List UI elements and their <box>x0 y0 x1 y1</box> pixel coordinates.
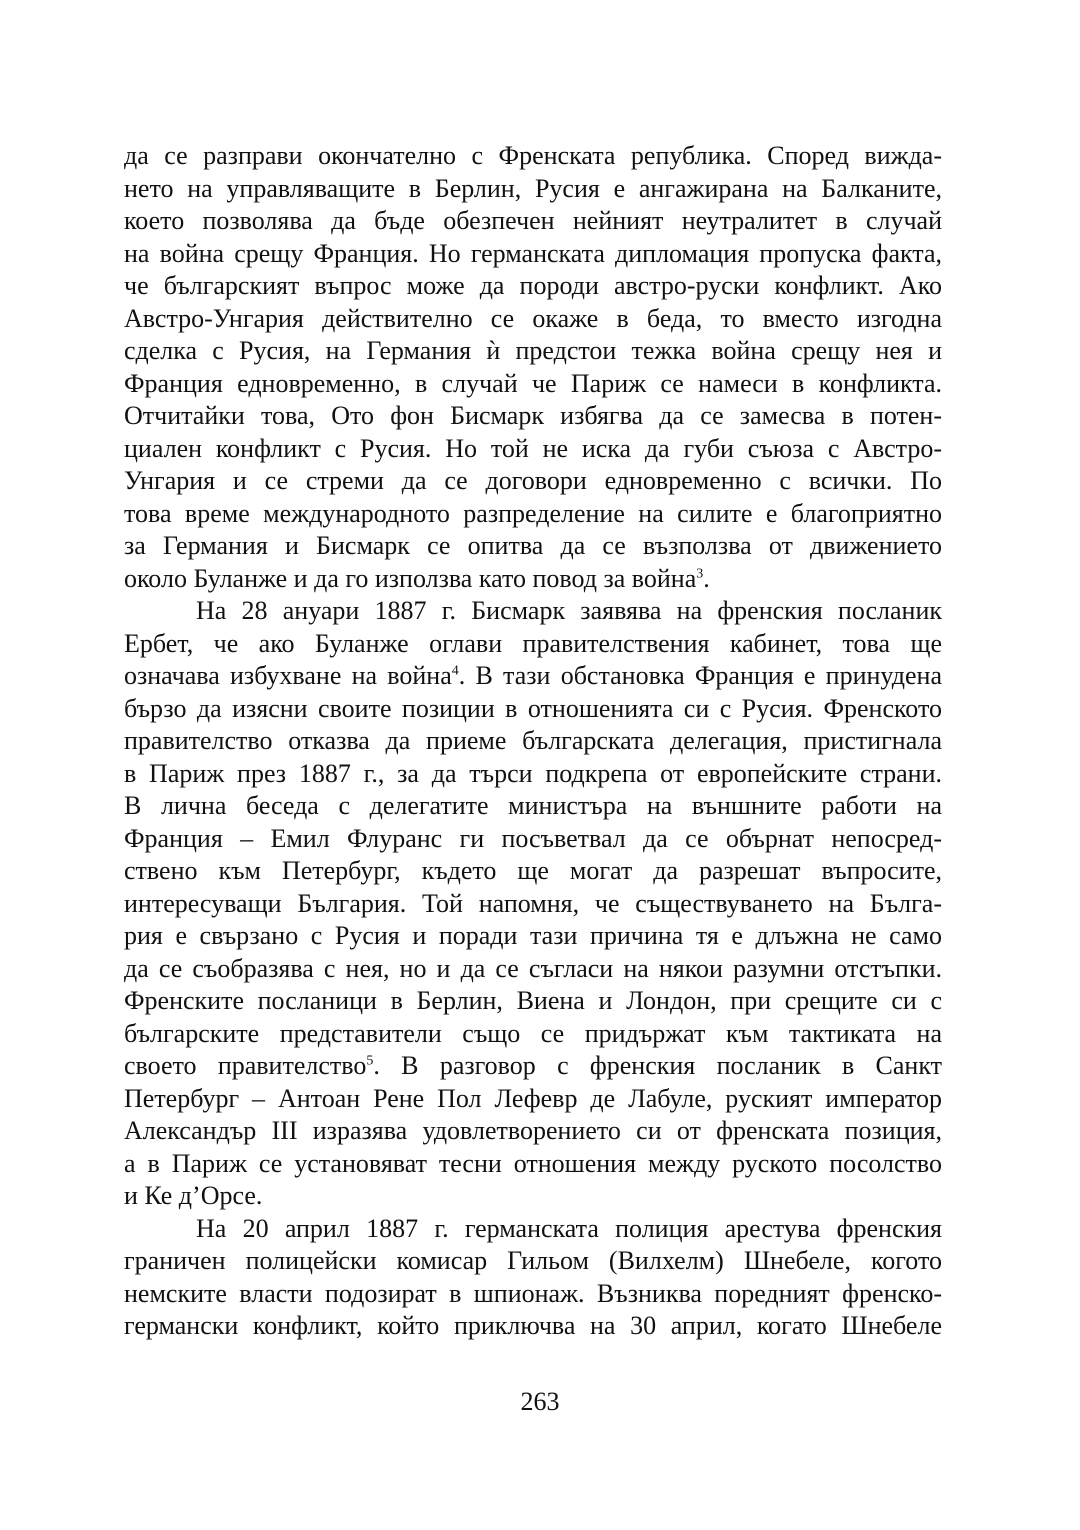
page-body <box>124 140 942 1343</box>
text-line: да се съобразява с нея, но и да се съгласи на някои разумни отстъпки. <box>124 953 942 983</box>
text-line: сделка с Русия, на Германия ѝ предстои тежка война срещу нея и <box>124 336 942 365</box>
text-line: в Париж през 1887 г., за да търси подкрепа от европейските страни. <box>124 758 942 788</box>
text-run: около Буланже и да го използва като повод за война <box>124 563 697 593</box>
text-line: на война срещу Франция. Но германската дипломация пропуска факта, <box>124 238 942 268</box>
footnote-marker[interactable]: 5 <box>366 1053 374 1069</box>
text-line: че българският въпрос може да породи австро-руски конфликт. Ако <box>124 271 942 300</box>
text-line: а в Париж се установяват тесни отношения между руското посолство <box>124 1148 942 1178</box>
text-line: На 28 ануари 1887 г. Бисмарк заявява на френския посланик <box>196 596 942 625</box>
text-run: своето правителство <box>124 1051 367 1080</box>
text-line: ствено към Петербург, където ще могат да разрешат въпросите, <box>124 856 942 885</box>
text-line: германски конфликт, който приключва на 30 април, когато Шнебеле <box>124 1311 942 1340</box>
text-line: Австро-Унгария действително се окаже в беда, то вместо изгодна <box>124 303 942 333</box>
text-line: нето на управляващите в Берлин, Русия е ангажирана на Балканите, <box>124 173 942 203</box>
text-line: Франция едновременно, в случай че Париж се намеси в конфликта. <box>124 368 942 398</box>
text-line: Ербет, че ако Буланже оглави правителствения кабинет, това ще <box>124 628 942 658</box>
paragraph-1 <box>124 140 942 595</box>
text-line: Отчитайки това, Ото фон Бисмарк избягва да се замесва в потен- <box>124 401 942 430</box>
text-line: В лична беседа с делегатите министъра на външните работи на <box>124 791 942 820</box>
text-line <box>124 563 942 596</box>
text-run: . В разговор с френския посланик в Санкт <box>373 1051 942 1080</box>
text-line: На 20 април 1887 г. германската полиция арестува френския <box>196 1213 942 1243</box>
text-line: това време международното разпределение на силите е благоприятно <box>124 498 942 528</box>
text-line: да се разправи окончателно с Френската република. Според вижда- <box>124 141 942 170</box>
text-line: интересуващи България. Той напомня, че съществуването на Бълга- <box>124 888 942 918</box>
text-line: Александър III изразява удовлетворението си от френската позиция, <box>124 1116 942 1145</box>
text-run: . <box>703 563 710 593</box>
text-run: . В тази обстановка Франция е принудена <box>458 661 942 690</box>
paragraph-2 <box>124 595 942 1213</box>
text-line <box>124 660 942 693</box>
text-line: Петербург – Антоан Рене Пол Лефевр де Лабуле, руският император <box>124 1083 942 1113</box>
text-line: немските власти подозират в шпионаж. Възниква поредният френско- <box>124 1278 942 1308</box>
text-line: бързо да изясни своите позиции в отношенията си с Русия. Френското <box>124 693 942 723</box>
text-line: рия е свързано с Русия и поради тази причина тя е длъжна не само <box>124 921 942 950</box>
paragraph-3 <box>124 1213 942 1343</box>
text-line: и Ке д’Орсе. <box>124 1181 263 1210</box>
text-line: правителство отказва да приеме българската делегация, пристигнала <box>124 726 942 755</box>
footnote-marker[interactable]: 3 <box>696 565 704 581</box>
text-line: което позволява да бъде обезпечен нейният неутралитет в случай <box>124 206 942 235</box>
footnote-marker[interactable]: 4 <box>451 663 459 679</box>
text-line: българските представители също се придържат към тактиката на <box>124 1018 942 1048</box>
text-line: Унгария и се стреми да се договори едновременно с всички. По <box>124 466 942 495</box>
text-run: означава избухване на война <box>124 661 452 690</box>
page-number: 263 <box>520 1387 560 1416</box>
text-line: циален конфликт с Русия. Но той не иска да губи съюза с Австро- <box>124 433 942 463</box>
text-line: Франция – Емил Флуранс ги посъветвал да се обърнат непосред- <box>124 823 942 853</box>
text-line: за Германия и Бисмарк се опитва да се възползва от движението <box>124 531 942 560</box>
text-line: Френските посланици в Берлин, Виена и Лондон, при срещите си с <box>124 986 942 1015</box>
text-line <box>124 1050 942 1083</box>
text-line: граничен полицейски комисар Гильом (Вилхелм) Шнебеле, когото <box>124 1246 942 1275</box>
